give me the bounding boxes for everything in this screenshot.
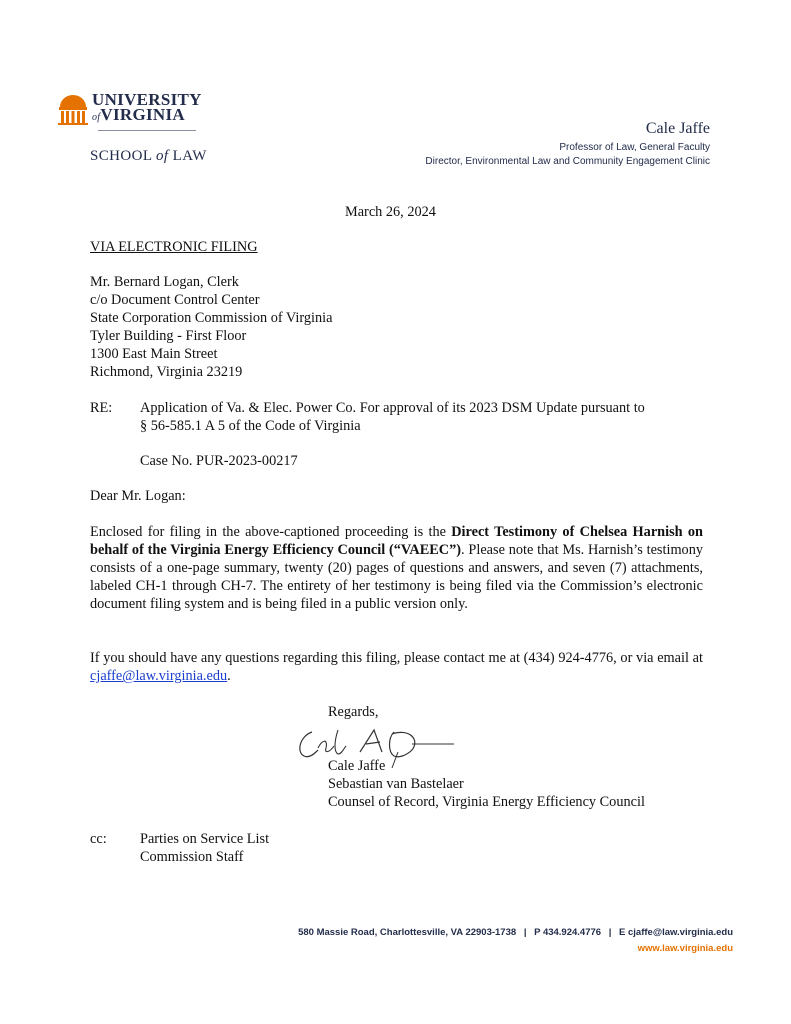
re-subject-line1: Application of Va. & Elec. Power Co. For approval of its 2023 DSM Update pursuant to — [140, 400, 645, 416]
cc-recipient: Commission Staff — [140, 849, 244, 865]
school-name — [90, 148, 207, 165]
recipient-line: 1300 East Main Street — [90, 346, 218, 362]
footer-phone: 434.924.4776 — [542, 927, 602, 938]
delivery-method: VIA ELECTRONIC FILING — [90, 239, 258, 255]
school-suffix: LAW — [172, 148, 207, 164]
cosigner-name: Sebastian van Bastelaer — [328, 776, 464, 792]
footer-separator: | — [523, 927, 527, 938]
logo-of-text: of — [92, 112, 101, 123]
recipient-line: Richmond, Virginia 23219 — [90, 364, 243, 380]
author-name: Cale Jaffe — [645, 120, 710, 137]
cc-label: cc: — [90, 831, 107, 847]
email-link[interactable]: cjaffe@law.virginia.edu — [90, 668, 228, 684]
cc-recipient: Parties on Service List — [140, 831, 270, 847]
footer-address: 580 Massie Road, Charlottesville, VA 22903-1738 — [298, 927, 517, 938]
body2-tail: . — [227, 668, 231, 684]
school-prefix: SCHOOL — [90, 148, 152, 164]
logo-divider — [98, 130, 196, 131]
footer-website[interactable]: www.law.virginia.edu — [637, 943, 733, 954]
re-label: RE: — [90, 400, 113, 416]
footer-phone-label: P — [534, 927, 541, 938]
school-of: of — [156, 148, 169, 164]
rotunda-icon — [58, 93, 88, 125]
closing-regards: Regards, — [328, 704, 379, 720]
body2-lead: If you should have any questions regarding this filing, please contact me at (434) 924-4776, or via email at — [90, 650, 703, 666]
logo-virginia-line — [92, 105, 185, 125]
re-subject-line2: § 56-585.1 A 5 of the Code of Virginia — [140, 418, 361, 434]
recipient-line: State Corporation Commission of Virginia — [90, 310, 333, 326]
body-paragraph-2 — [90, 649, 703, 685]
case-number: Case No. PUR-2023-00217 — [140, 453, 298, 469]
footer-separator: | — [608, 927, 612, 938]
testimony-title: Direct Testimony of Chelsea Harnish on behalf of the Virginia Energy Efficiency Council (“VAEEC”) — [90, 524, 703, 558]
author-title-director: Director, Environmental Law and Community Engagement Clinic — [425, 156, 710, 167]
recipient-address — [90, 273, 332, 381]
author-title-professor: Professor of Law, General Faculty — [559, 142, 710, 153]
signer-role: Counsel of Record, Virginia Energy Efficiency Council — [328, 794, 645, 810]
recipient-line: c/o Document Control Center — [90, 292, 260, 308]
recipient-line: Mr. Bernard Logan, Clerk — [90, 274, 239, 290]
signature-name: Cale Jaffe — [328, 758, 386, 774]
logo-virginia-text: VIRGINIA — [100, 105, 185, 124]
salutation: Dear Mr. Logan: — [90, 488, 186, 504]
logo-university-text: UNIVERSITY — [92, 90, 202, 109]
letter-date: March 26, 2024 — [345, 204, 436, 220]
footer-contact — [298, 927, 733, 938]
body1-tail: . Please note that Ms. Harnish’s testimony consists of a one-page summary, twenty (20) pages of questions and answers, and seven (7) attachments, labeled CH-1 through CH-7. The entirety of her testimony is being filed via the Commission’s electronic document filing system and is being filed in a public version only. — [90, 542, 704, 612]
body-paragraph-1 — [90, 523, 703, 613]
footer-email-label: E — [619, 927, 626, 938]
recipient-line: Tyler Building - First Floor — [90, 328, 247, 344]
body1-lead: Enclosed for filing in the above-captioned proceeding is the — [90, 524, 452, 540]
footer-email: cjaffe@law.virginia.edu — [628, 927, 733, 938]
